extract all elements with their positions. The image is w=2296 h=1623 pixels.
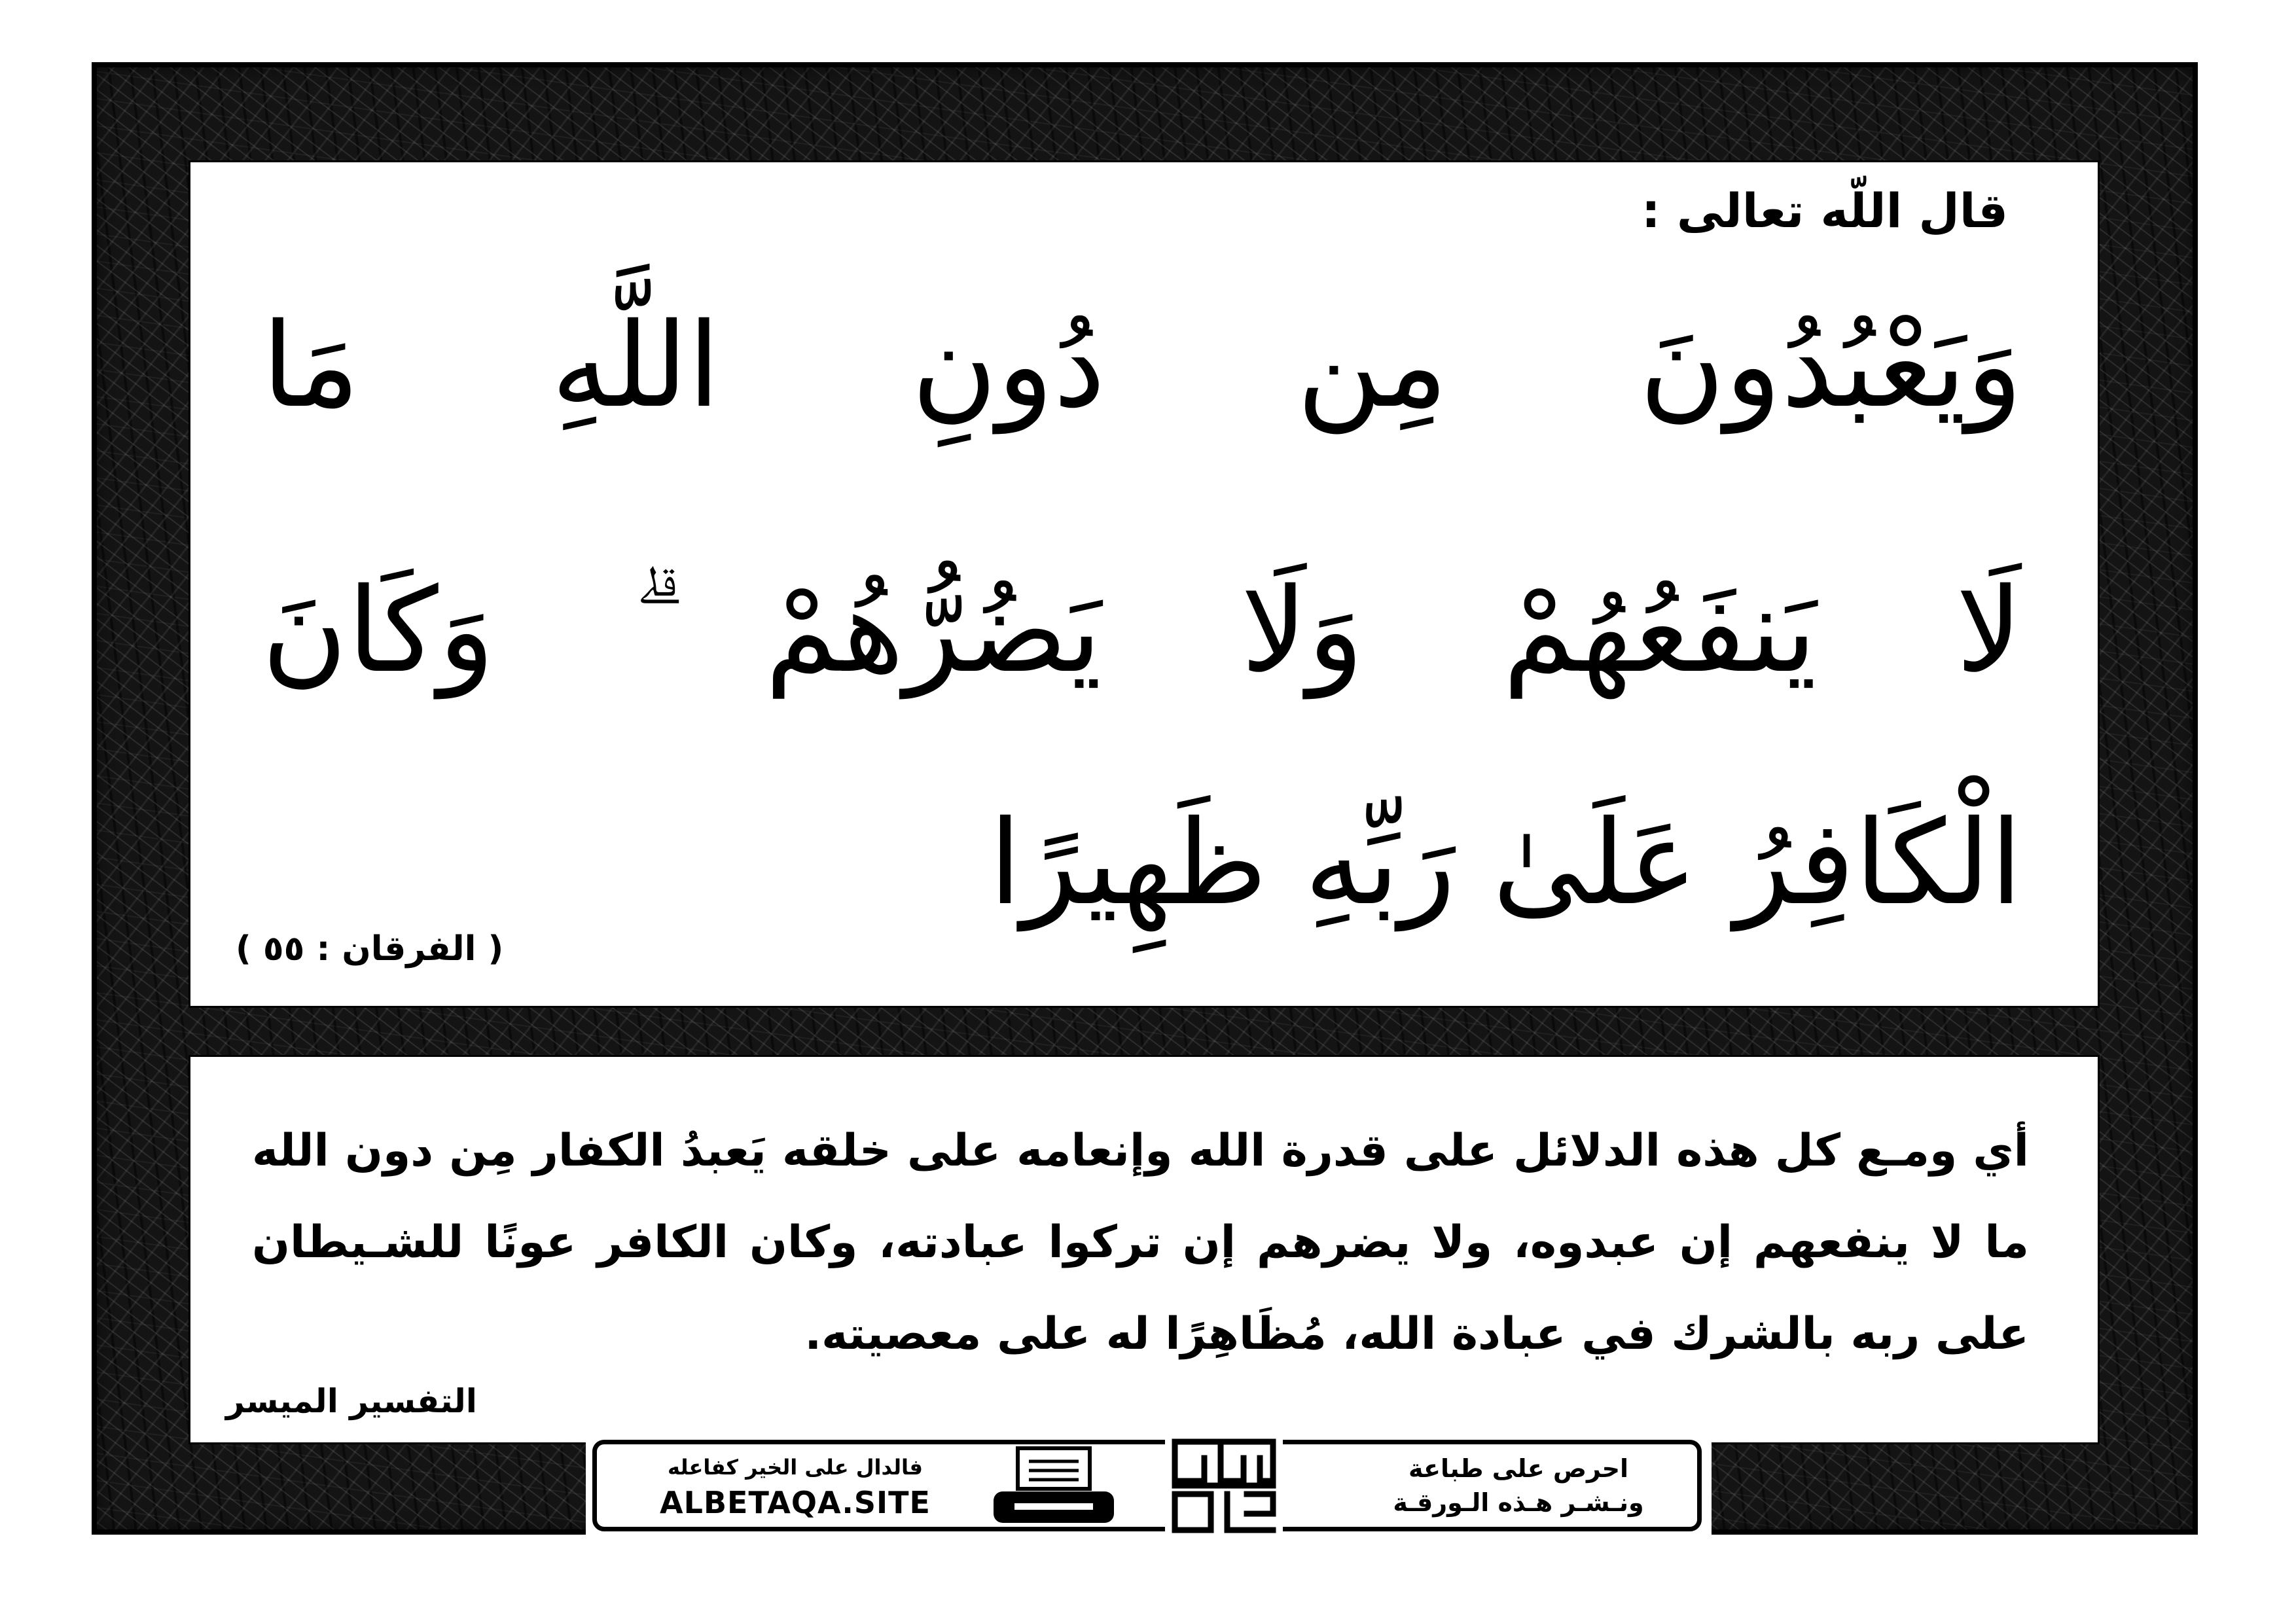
verse-line-2: لَا يَنفَعُهُمْ وَلَا يَضُرُّهُمْ ۗ وَكَانَ [262, 563, 2022, 698]
footer-slogan: فالدال على الخير كفاعله [668, 1455, 923, 1480]
tafsir-line-1: أي ومـع كل هذه الدلائل على قدرة الله وإنعامه على خلقه يَعبدُ الكفار مِن دون الله [252, 1125, 2029, 1177]
verse-line-3: الْكَافِرُ عَلَىٰ رَبِّهِ ظَهِيرًا [989, 795, 2022, 931]
tafsir-source: التفسير الميسر [226, 1382, 477, 1420]
footer-site-block [612, 1452, 978, 1522]
verse-intro: قال اللّه تعالى : [1641, 183, 2008, 238]
tafsir-line-3: على ربه بالشرك في عبادة الله، مُظَاهِرًا له على معصيته. [804, 1308, 2029, 1360]
verse-line-1: وَيَعْبُدُونَ مِن دُونِ اللَّهِ مَا [262, 298, 2022, 433]
footer-site-link[interactable]: ALBETAQA.SITE [660, 1485, 931, 1520]
footer-call-line-1: احرص على طباعة [1408, 1454, 1629, 1483]
verse-reference: ( الفرقان : ٥٥ ) [236, 929, 504, 969]
printer-icon [988, 1443, 1119, 1528]
tafsir-line-2: ما لا ينفعهم إن عبدوه، ولا يضرهم إن تركوا عبادته، وكان الكافر عونًا للشـيطان [252, 1217, 2029, 1268]
footer-call-line-2: ونـشـر هـذه الـورقـة [1393, 1488, 1644, 1517]
footer-call-to-action [1342, 1452, 1695, 1520]
logo-mark [1165, 1432, 1283, 1539]
